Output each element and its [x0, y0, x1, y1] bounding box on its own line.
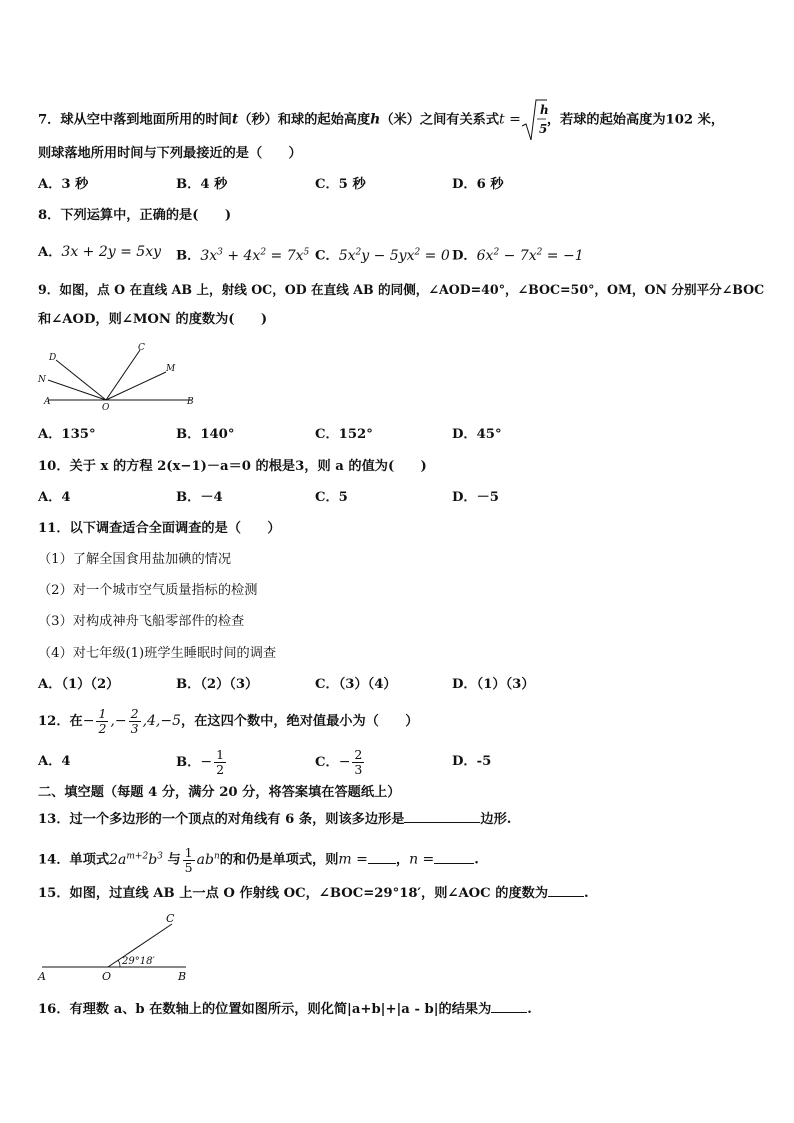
- q11-option-c: C．（3）（4）: [315, 677, 397, 692]
- label-c: C: [166, 912, 175, 925]
- q9-option-c: C．152°: [315, 427, 373, 442]
- angle-label: 29°18′: [122, 956, 155, 967]
- label-o: O: [102, 403, 110, 413]
- q8-option-b: B．$3x^3 + 4x^2 = 7x^5$: [176, 247, 310, 264]
- label-b: B: [178, 970, 187, 983]
- q12-option-a: A．4: [38, 754, 71, 769]
- q11-option-b: B．（2）（3）: [176, 677, 259, 692]
- label-o: O: [102, 970, 112, 983]
- q12-option-d: D．-5: [452, 754, 492, 769]
- q7-option-d: D．6 秒: [452, 177, 504, 192]
- fraction: $\frac{2}{3}$: [130, 705, 139, 736]
- q8-option-d: D．$6x^2 - 7x^2 = -1$: [452, 247, 584, 264]
- q12-stem: 12．在− $\frac{1}{2}$ ,− $\frac{2}{3}$ ,4,−5，在这四个数中，绝对值最小为（ ）: [38, 705, 419, 736]
- q11-item-1: （1）了解全国食用盐加碘的情况: [38, 552, 232, 567]
- answer-blank-n: [434, 851, 474, 864]
- q8-option-c: C．$5x^2y - 5yx^2 = 0$: [315, 247, 450, 264]
- q10-option-c: C．5: [315, 490, 348, 505]
- q9-option-d: D．45°: [452, 427, 502, 442]
- answer-blank: [491, 1000, 527, 1013]
- q10-stem: 10．关于 x 的方程 2(x−1)－a＝0 的根是3，则 a 的值为( ): [38, 459, 427, 474]
- q8-stem: 8．下列运算中，正确的是( ): [38, 208, 232, 223]
- svg-text:5: 5: [538, 122, 548, 136]
- q11-item-4: （4）对七年级(1)班学生睡眠时间的调查: [38, 646, 277, 661]
- q14: 14．单项式$2a^{m+2}b^3$ 与 $\frac{1}{5}$ $ab^n$的和仍是单项式，则m = ，n = .: [38, 844, 479, 875]
- fraction: $\frac{1}{2}$: [98, 705, 107, 736]
- q11-item-2: （2）对一个城市空气质量指标的检测: [38, 583, 258, 598]
- answer-blank-m: [368, 851, 396, 864]
- answer-blank: [404, 810, 480, 823]
- q7-line2: 则球落地所用时间与下列最接近的是（ ）: [38, 146, 302, 161]
- q9-line1: 9．如图，点 O 在直线 AB 上，射线 OC，OD 在直线 AB 的同侧，∠AOD=40°，∠BOC=50°，OM，ON 分别平分∠BOC: [38, 282, 765, 297]
- q11-stem: 11．以下调查适合全面调查的是（ ）: [38, 521, 281, 536]
- q9-option-a: A．135°: [38, 427, 96, 442]
- q10-option-d: D．－5: [452, 490, 499, 505]
- label-c: C: [138, 343, 145, 353]
- label-a: A: [38, 970, 46, 983]
- fraction: $\frac{2}{3}$: [354, 747, 363, 777]
- angle-arc: [118, 960, 120, 967]
- answer-blank: [548, 884, 584, 897]
- label-a: A: [44, 397, 51, 407]
- q13: 13．过一个多边形的一个顶点的对角线有 6 条，则该多边形是 边形.: [38, 812, 512, 827]
- q11-item-3: （3）对构成神舟飞船零部件的检查: [38, 614, 245, 629]
- label-n: N: [38, 375, 46, 385]
- q8-option-a: A．3x + 2y = 5xy: [38, 244, 162, 260]
- q12-option-c: C．− $\frac{2}{3}$: [315, 747, 363, 777]
- svg-text:h: h: [539, 103, 549, 117]
- q9-line2: 和∠AOD，则∠MON 的度数为( ): [38, 312, 268, 327]
- fraction: $\frac{1}{5}$: [184, 844, 193, 875]
- section-2-title: 二、填空题（每题 4 分，满分 20 分，将答案填在答题纸上）: [38, 785, 401, 800]
- ray-on: [48, 380, 106, 400]
- q7-option-c: C．5 秒: [315, 177, 366, 192]
- q12-option-b: B．− $\frac{1}{2}$: [176, 747, 225, 777]
- sqrt-formula: [521, 98, 547, 142]
- label-b: B: [187, 397, 194, 407]
- q9-figure: [30, 338, 210, 418]
- q7-option-b: B．4 秒: [176, 177, 228, 192]
- label-d: D: [49, 353, 57, 363]
- ray-od: [56, 360, 106, 400]
- q15-figure: [34, 908, 204, 988]
- label-m: M: [166, 364, 176, 374]
- q7-option-a: A．3 秒: [38, 177, 89, 192]
- q11-option-a: A．（1）（2）: [38, 677, 120, 692]
- q11-option-d: D．（1）（3）: [452, 677, 535, 692]
- fraction: $\frac{1}{2}$: [216, 747, 225, 777]
- radical-sign: [521, 98, 547, 142]
- q16-stem: 16．有理数 a、b 在数轴上的位置如图所示，则化简|a+b|+|a - b|的结果为 .: [38, 1002, 532, 1017]
- q9-option-b: B．140°: [176, 427, 235, 442]
- q10-option-b: B．－4: [176, 490, 223, 505]
- q10-option-a: A．4: [38, 490, 71, 505]
- q7-line1: 7．球从空中落到地面所用的时间t（秒）和球的起始高度h（米）之间有关系式t = h 5 ，若球的起始高度为102 米，: [38, 98, 724, 142]
- q15-stem: 15．如图，过直线 AB 上一点 O 作射线 OC，∠BOC=29°18′，则∠AOC 的度数为 .: [38, 886, 589, 901]
